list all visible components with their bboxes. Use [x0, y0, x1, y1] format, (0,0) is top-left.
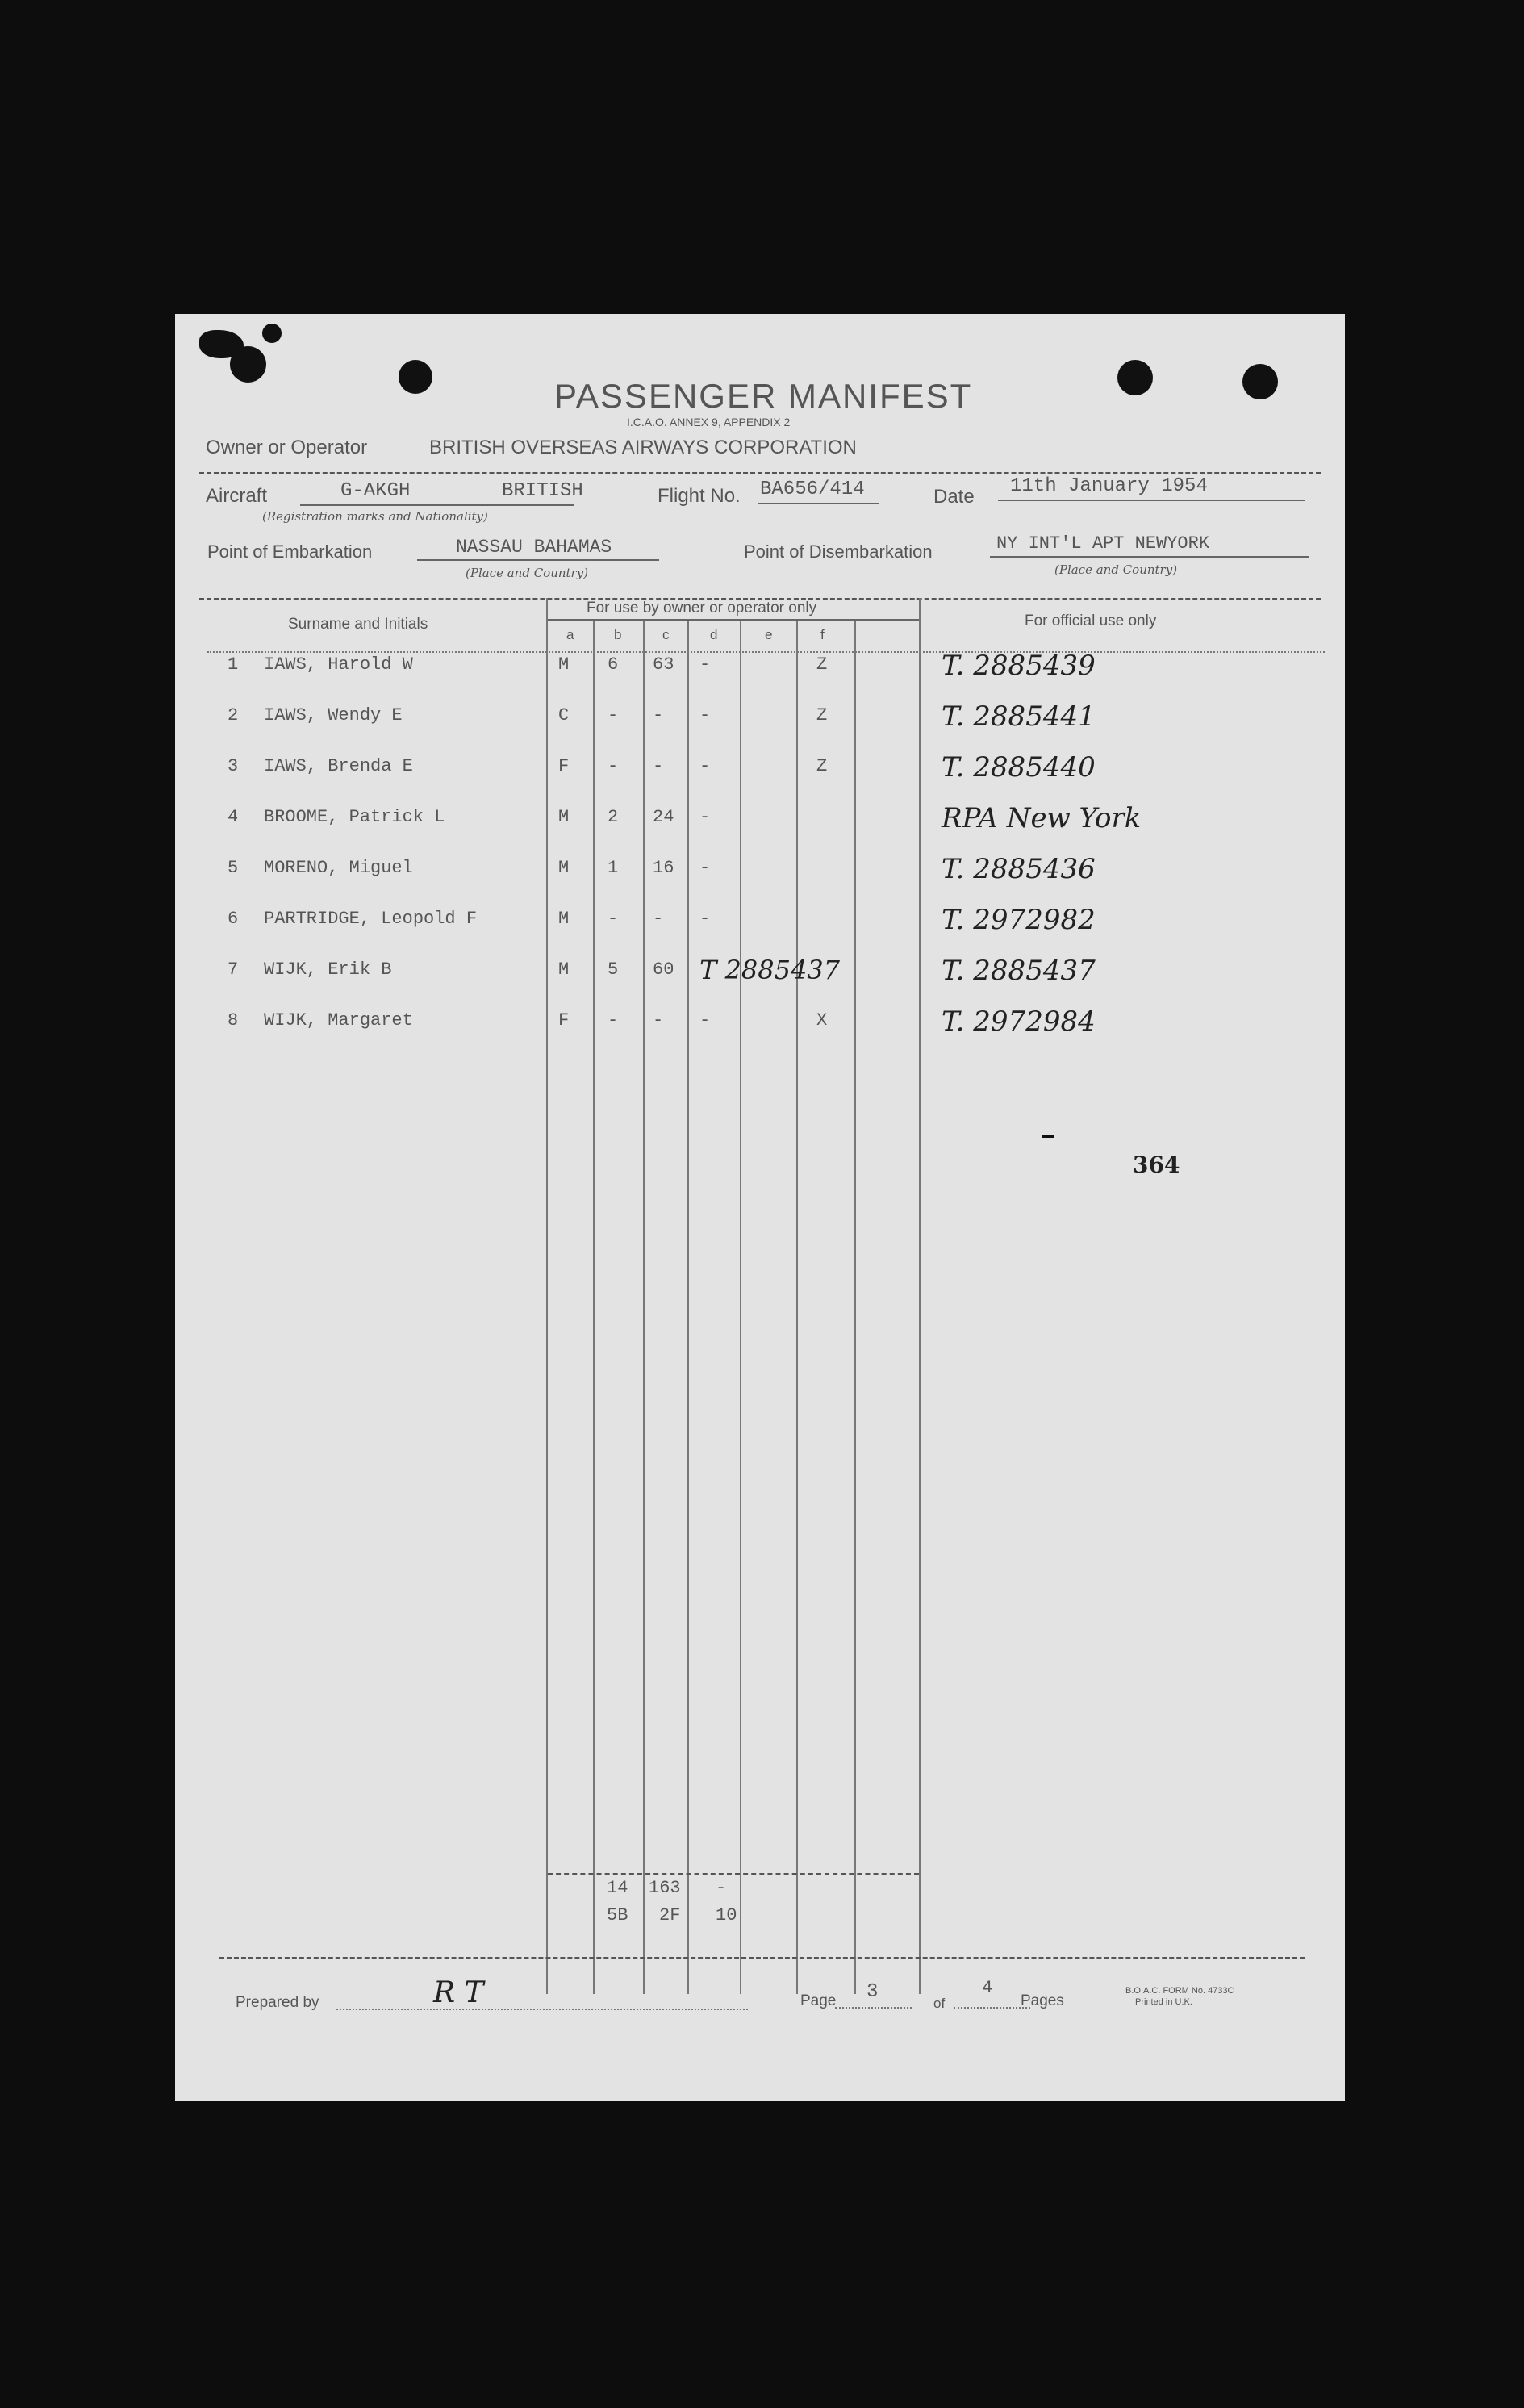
col-b-value: -	[608, 756, 619, 776]
sub-column-letter: c	[662, 627, 670, 642]
col-b-value: 2	[608, 807, 619, 827]
passenger-name: PARTRIDGE, Leopold F	[264, 909, 478, 929]
stamp-number: 364	[1133, 1152, 1180, 1178]
date-value: 11th January 1954	[1010, 475, 1208, 497]
official-entry: T. 2885436	[942, 853, 1096, 885]
pages-label: Pages	[1021, 1992, 1064, 2009]
row-number: 7	[228, 959, 239, 980]
col-a-value: M	[558, 654, 570, 675]
aircraft-value: G-AKGH	[340, 480, 411, 502]
page-label: Page	[800, 1992, 837, 2009]
row-number: 4	[228, 807, 239, 827]
embarkation-label: Point of Embarkation	[207, 541, 373, 562]
flight-value: BA656/414	[760, 479, 865, 500]
page-title: PASSENGER MANIFEST	[554, 377, 973, 415]
col-b-value: -	[608, 909, 619, 929]
nationality-value: BRITISH	[502, 480, 583, 502]
col-b-value: -	[608, 1010, 619, 1031]
flight-label: Flight No.	[658, 485, 741, 507]
col-c-value: -	[653, 1010, 664, 1031]
total-d2: 10	[716, 1905, 737, 1925]
official-entry: T. 2885439	[942, 650, 1096, 682]
total-c2: 2F	[659, 1905, 681, 1925]
embarkation-value: NASSAU BAHAMAS	[456, 537, 612, 558]
col-a-value: M	[558, 909, 570, 929]
owner-value: BRITISH OVERSEAS AIRWAYS CORPORATION	[429, 437, 857, 458]
aircraft-label: Aircraft	[206, 485, 268, 507]
total-d1: -	[716, 1878, 727, 1898]
passenger-name: IAWS, Brenda E	[264, 756, 413, 776]
divider	[199, 472, 1321, 474]
disembarkation-note: (Place and Country)	[1054, 562, 1178, 577]
col-d-value: -	[699, 807, 711, 827]
row-number: 3	[228, 756, 239, 776]
divider	[219, 1957, 1305, 1959]
col-c-value: -	[653, 705, 664, 725]
col-d-value: T 2885437	[699, 955, 841, 985]
col-d-value: -	[699, 756, 711, 776]
of-label: of	[933, 1996, 946, 2011]
sub-column-letter: d	[710, 627, 718, 642]
surname-header: Surname and Initials	[288, 616, 428, 633]
col-a-value: M	[558, 858, 570, 878]
col-c-value: 24	[653, 807, 674, 827]
col-d-value: -	[699, 909, 711, 929]
disembarkation-value: NY INT'L APT NEWYORK	[996, 533, 1210, 554]
page-subtitle: I.C.A.O. ANNEX 9, APPENDIX 2	[627, 416, 791, 429]
row-number: 8	[228, 1010, 239, 1031]
col-d-value: -	[699, 705, 711, 725]
col-b-value: 5	[608, 959, 619, 980]
total-c1: 163	[649, 1878, 681, 1898]
embarkation-note: (Place and Country)	[466, 566, 589, 580]
page-number: 3	[866, 1981, 879, 2003]
official-entry: T. 2972982	[942, 904, 1096, 936]
total-b2: 5B	[607, 1905, 628, 1925]
col-c-value: 60	[653, 959, 674, 980]
row-number: 5	[228, 858, 239, 878]
total-b1: 14	[607, 1878, 628, 1898]
passenger-name: MORENO, Miguel	[264, 858, 413, 878]
row-number: 6	[228, 909, 239, 929]
disembarkation-label: Point of Disembarkation	[744, 541, 933, 562]
punch-hole	[1117, 360, 1153, 395]
col-a-value: F	[558, 756, 570, 776]
owner-label: Owner or Operator	[206, 437, 368, 458]
prepared-by-value: R T	[433, 1976, 484, 2009]
col-f-value: Z	[816, 654, 828, 675]
date-label: Date	[933, 486, 975, 508]
col-a-value: F	[558, 1010, 570, 1031]
col-a-value: M	[558, 807, 570, 827]
passenger-name: IAWS, Harold W	[264, 654, 413, 675]
punch-hole	[399, 360, 432, 394]
col-b-value: -	[608, 705, 619, 725]
row-number: 1	[228, 654, 239, 675]
col-d-value: -	[699, 1010, 711, 1031]
passenger-name: WIJK, Erik B	[264, 959, 392, 980]
official-entry: T. 2885440	[942, 751, 1096, 784]
official-entry: T. 2972984	[942, 1005, 1096, 1038]
prepared-by-label: Prepared by	[236, 1994, 319, 2011]
col-b-value: 6	[608, 654, 619, 675]
official-entry: T. 2885441	[942, 700, 1096, 733]
col-c-value: 16	[653, 858, 674, 878]
col-b-value: 1	[608, 858, 619, 878]
passenger-name: BROOME, Patrick L	[264, 807, 445, 827]
manifest-sheet	[175, 314, 1345, 2101]
sub-column-letter: f	[820, 627, 825, 642]
punch-hole	[1242, 364, 1278, 399]
col-f-value: X	[816, 1010, 828, 1031]
row-number: 2	[228, 705, 239, 725]
operator-header: For use by owner or operator only	[587, 600, 817, 617]
passenger-name: WIJK, Margaret	[264, 1010, 413, 1031]
sub-column-letter: e	[765, 627, 773, 642]
aircraft-note: (Registration marks and Nationality)	[262, 509, 488, 524]
ink-blot	[230, 346, 266, 383]
col-d-value: -	[699, 654, 711, 675]
sub-column-letter: b	[614, 627, 622, 642]
col-f-value: Z	[816, 756, 828, 776]
sub-column-letter: a	[566, 627, 574, 642]
col-d-value: -	[699, 858, 711, 878]
col-a-value: C	[558, 705, 570, 725]
official-entry: T. 2885437	[942, 955, 1096, 987]
form-number: B.O.A.C. FORM No. 4733C	[1125, 1986, 1234, 1996]
col-c-value: -	[653, 756, 664, 776]
col-c-value: 63	[653, 654, 674, 675]
col-a-value: M	[558, 959, 570, 980]
page-total: 4	[982, 1978, 993, 1998]
ink-blot	[262, 324, 282, 343]
passenger-name: IAWS, Wendy E	[264, 705, 403, 725]
official-header: For official use only	[1025, 612, 1157, 629]
col-f-value: Z	[816, 705, 828, 725]
printed-note: Printed in U.K.	[1135, 1997, 1192, 2007]
official-entry: RPA New York	[942, 802, 1142, 834]
col-c-value: -	[653, 909, 664, 929]
